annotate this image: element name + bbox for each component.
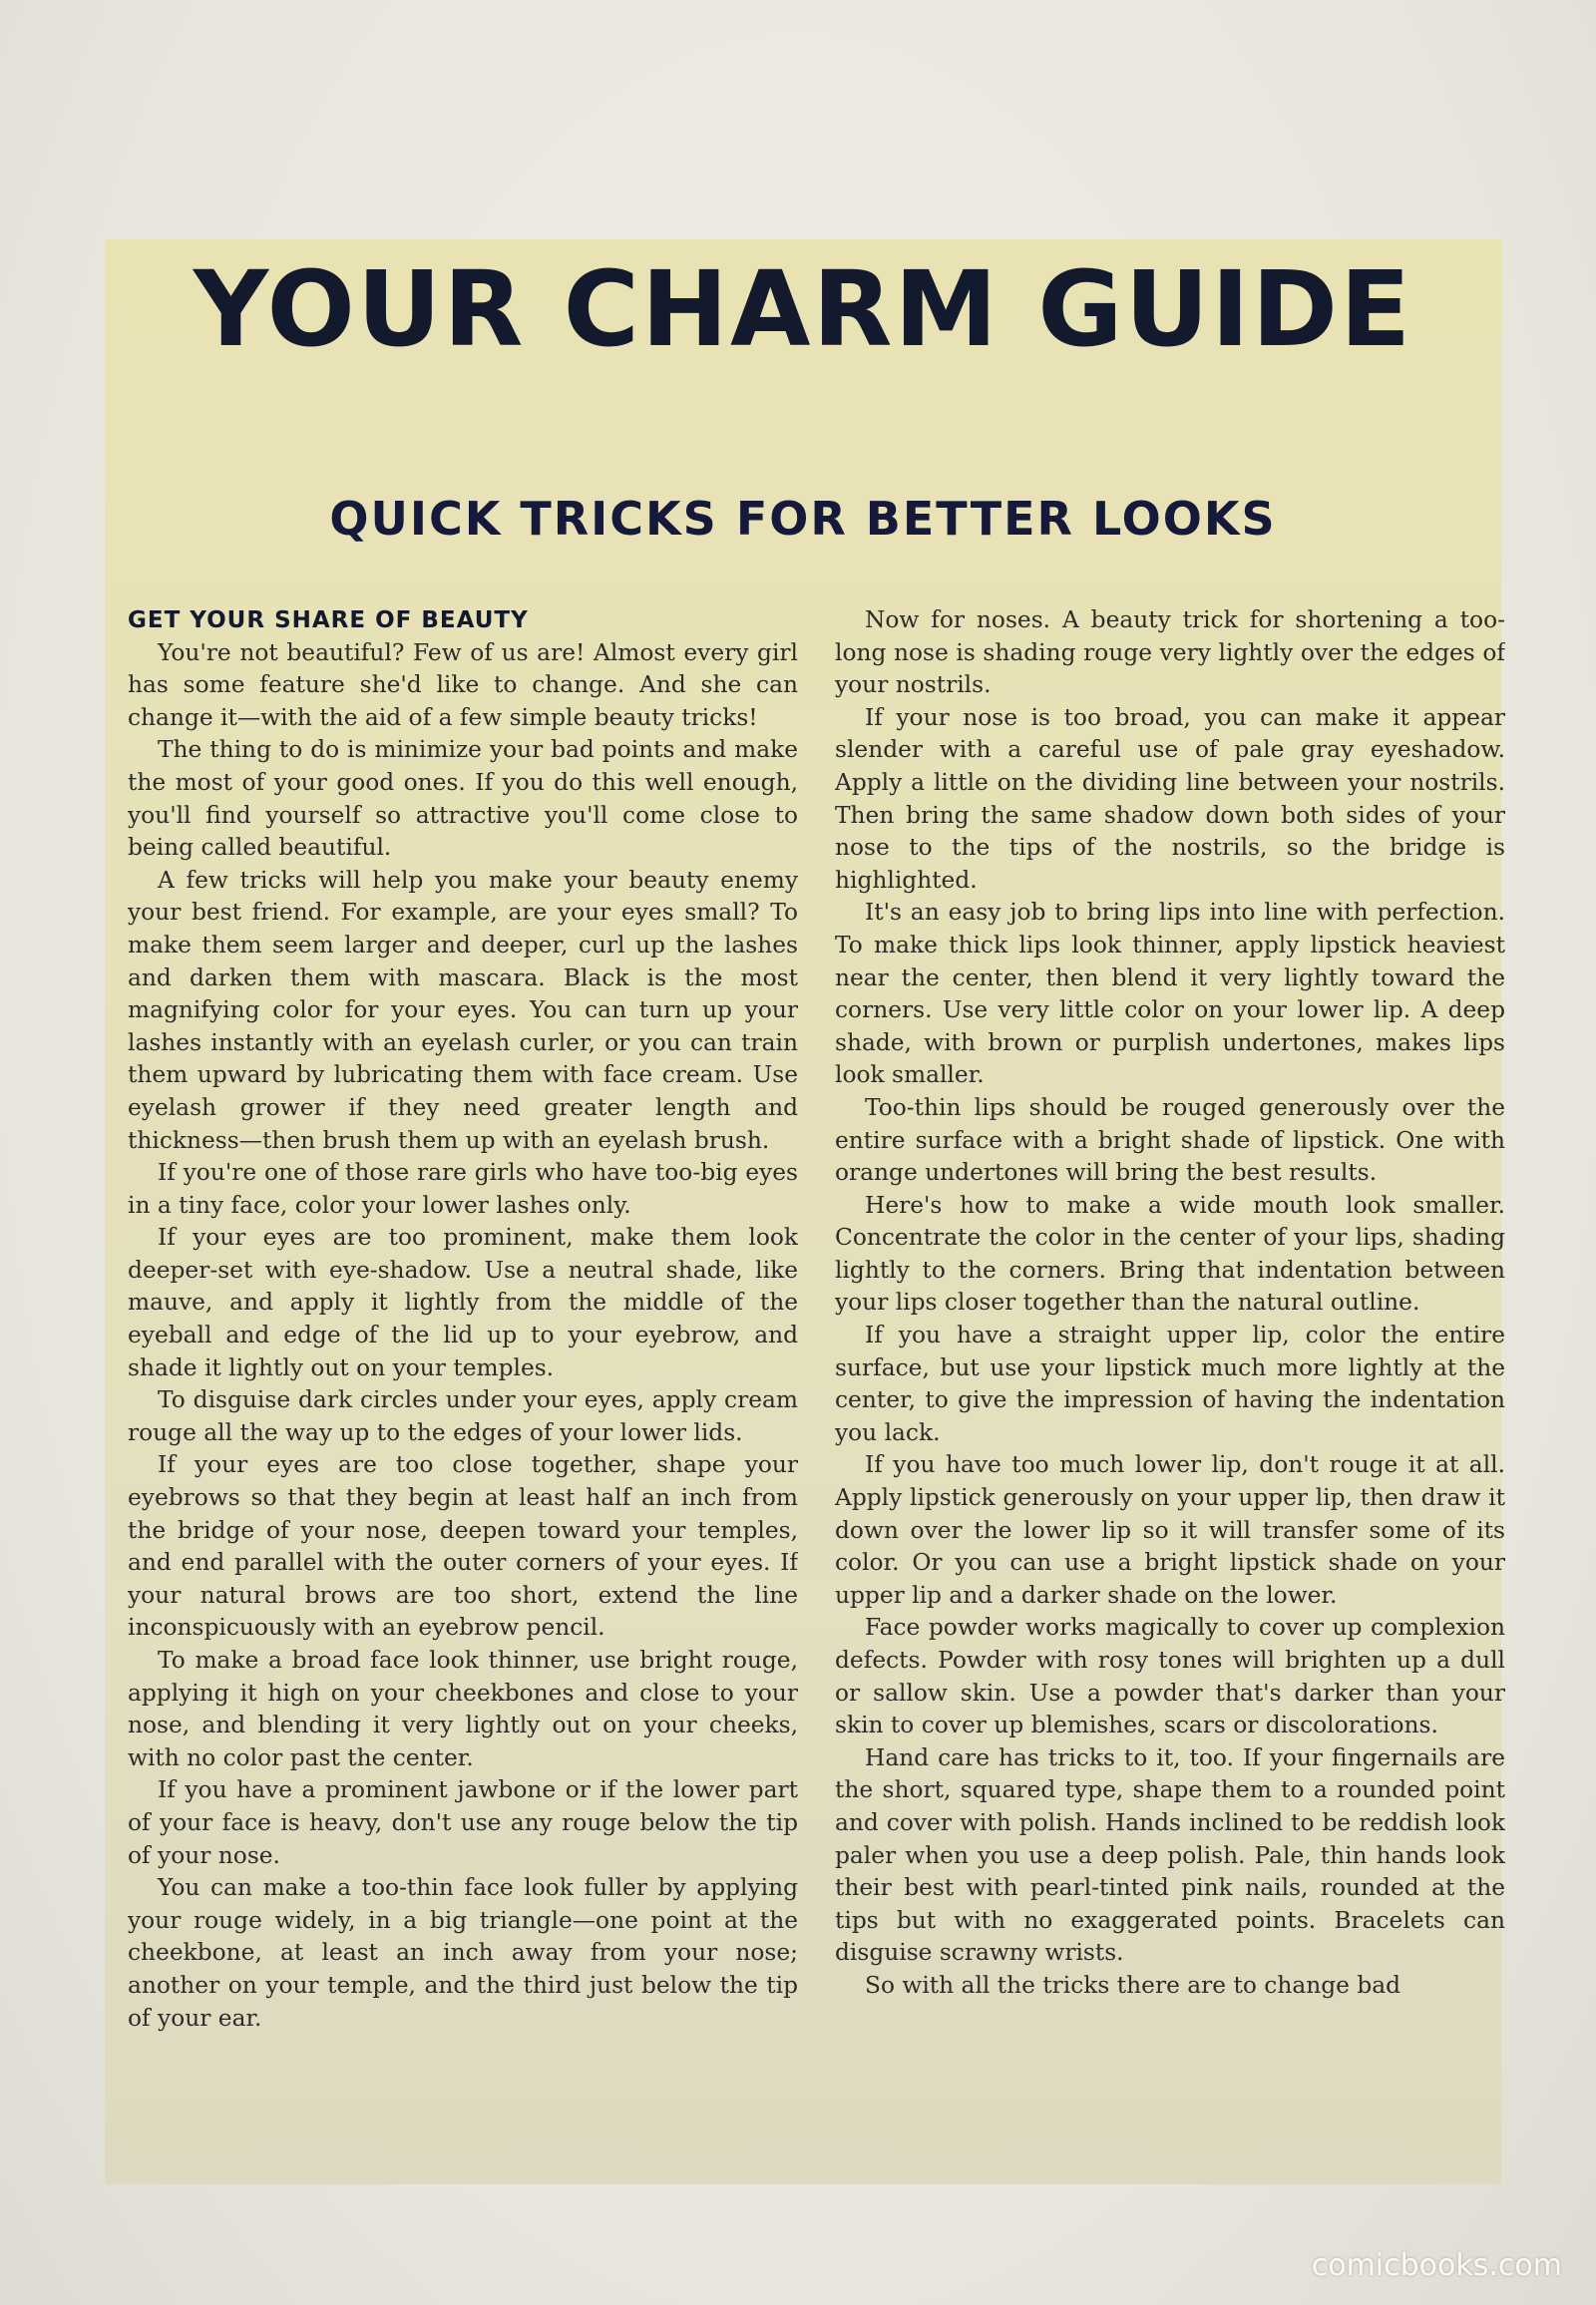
paragraph: So with all the tricks there are to change bad xyxy=(865,1971,1401,1999)
paragraph: Now for noses. A beauty trick for shortening a too-long nose is shading rouge very lightly over the edges of your nostrils. xyxy=(835,606,1505,699)
paragraph: A few tricks will help you make your beauty enemy your best friend. For example, are your eyes small? To make them seem larger and deeper, curl up the lashes and darken them with mascara. Black is the most magnifying color for your eyes. You can turn up your lashes instantly with an eyelash curler, or you can train them upward by lubricating them with face cream. Use eyelash grower if they need greater length and thickness—then brush them up with an eyelash brush. xyxy=(128,866,798,1154)
paragraph: Too-thin lips should be rouged generously over the entire surface with a bright shade of lipstick. One with orange undertones will bring the best results. xyxy=(835,1093,1505,1187)
article-subtitle: QUICK TRICKS FOR BETTER LOOKS xyxy=(329,492,1277,546)
paragraph: If you're one of those rare girls who have too-big eyes in a tiny face, color your lower lashes only. xyxy=(128,1159,798,1219)
paragraph: To make a broad face look thinner, use bright rouge, applying it high on your cheekbones and close to your nose, and blending it very lightly out on your cheeks, with no color past the center. xyxy=(128,1647,798,1771)
paragraph: The thing to do is minimize your bad points and make the most of your good ones. If you do this well enough, you'll find yourself so attractive you'll come close to being called beautiful. xyxy=(128,736,798,862)
left-column xyxy=(128,604,798,2160)
watermark: comicbooks.com xyxy=(1311,2248,1562,2283)
right-column xyxy=(835,604,1505,2160)
paragraph: If you have a straight upper lip, color the entire surface, but use your lipstick much more lightly at the center, to give the impression of having the indentation you lack. xyxy=(835,1322,1505,1446)
paragraph: To disguise dark circles under your eyes, apply cream rouge all the way up to the edges of your lower lids. xyxy=(128,1386,798,1446)
paragraph: If your nose is too broad, you can make it appear slender with a careful use of pale gray eyeshadow. Apply a little on the dividing line between your nostrils. Then bring the same shadow down both sides of your nose to the tips of the nostrils, so the bridge is highlighted. xyxy=(835,703,1505,894)
paragraph: You can make a too-thin face look fuller by applying your rouge widely, in a big triangle—one point at the cheekbone, at least an inch away from your nose; another on your temple, and the third just below the tip of your ear. xyxy=(128,1874,798,2032)
paragraph: If your eyes are too close together, shape your eyebrows so that they begin at least half an inch from the bridge of your nose, deepen toward your temples, and end parallel with the outer corners of your eyes. If your natural brows are too short, extend the line inconspicuously with an eyebrow pencil. xyxy=(128,1451,798,1642)
paragraph: If your eyes are too prominent, make them look deeper-set with eye-shadow. Use a neutral shade, like mauve, and apply it lightly from the middle of the eyeball and edge of the lid up to your eyebrow, and shade it lightly out on your temples. xyxy=(128,1224,798,1381)
paragraph: If you have too much lower lip, don't rouge it at all. Apply lipstick generously on your upper lip, then draw it down over the lower lip so it will transfer some of its color. Or you can use a bright lipstick shade on your upper lip and a darker shade on the lower. xyxy=(835,1451,1505,1609)
paragraph: It's an easy job to bring lips into line with perfection. To make thick lips look thinner, apply lipstick heaviest near the center, then blend it very lightly toward the corners. Use very little color on your lower lip. A deep shade, with brown or purplish undertones, makes lips look smaller. xyxy=(835,899,1505,1089)
paragraph: If you have a prominent jawbone or if the lower part of your face is heavy, don't use any rouge below the tip of your nose. xyxy=(128,1776,798,1869)
paragraph: Face powder works magically to cover up complexion defects. Powder with rosy tones will brighten up a dull or sallow skin. Use a powder that's darker than your skin to cover up blemishes, scars or discolorations. xyxy=(835,1614,1505,1739)
paragraph: You're not beautiful? Few of us are! Almost every girl has some feature she'd like to change. And she can change it—with the aid of a few simple beauty tricks! xyxy=(128,638,798,731)
paragraph: Here's how to make a wide mouth look smaller. Concentrate the color in the center of your lips, shading lightly to the corners. Bring that indentation between your lips closer together than the natural outline. xyxy=(835,1191,1505,1317)
paragraph: Hand care has tricks to it, too. If your fingernails are the short, squared type, shape them to a rounded point and cover with polish. Hands inclined to be reddish look paler when you use a deep polish. Pale, thin hands look their best with pearl-tinted pink nails, rounded at the tips but with no exaggerated points. Bracelets can disguise scrawny wrists. xyxy=(835,1743,1505,1967)
page-title: YOUR CHARM GUIDE xyxy=(193,248,1413,370)
section-heading: GET YOUR SHARE OF BEAUTY xyxy=(128,607,529,633)
